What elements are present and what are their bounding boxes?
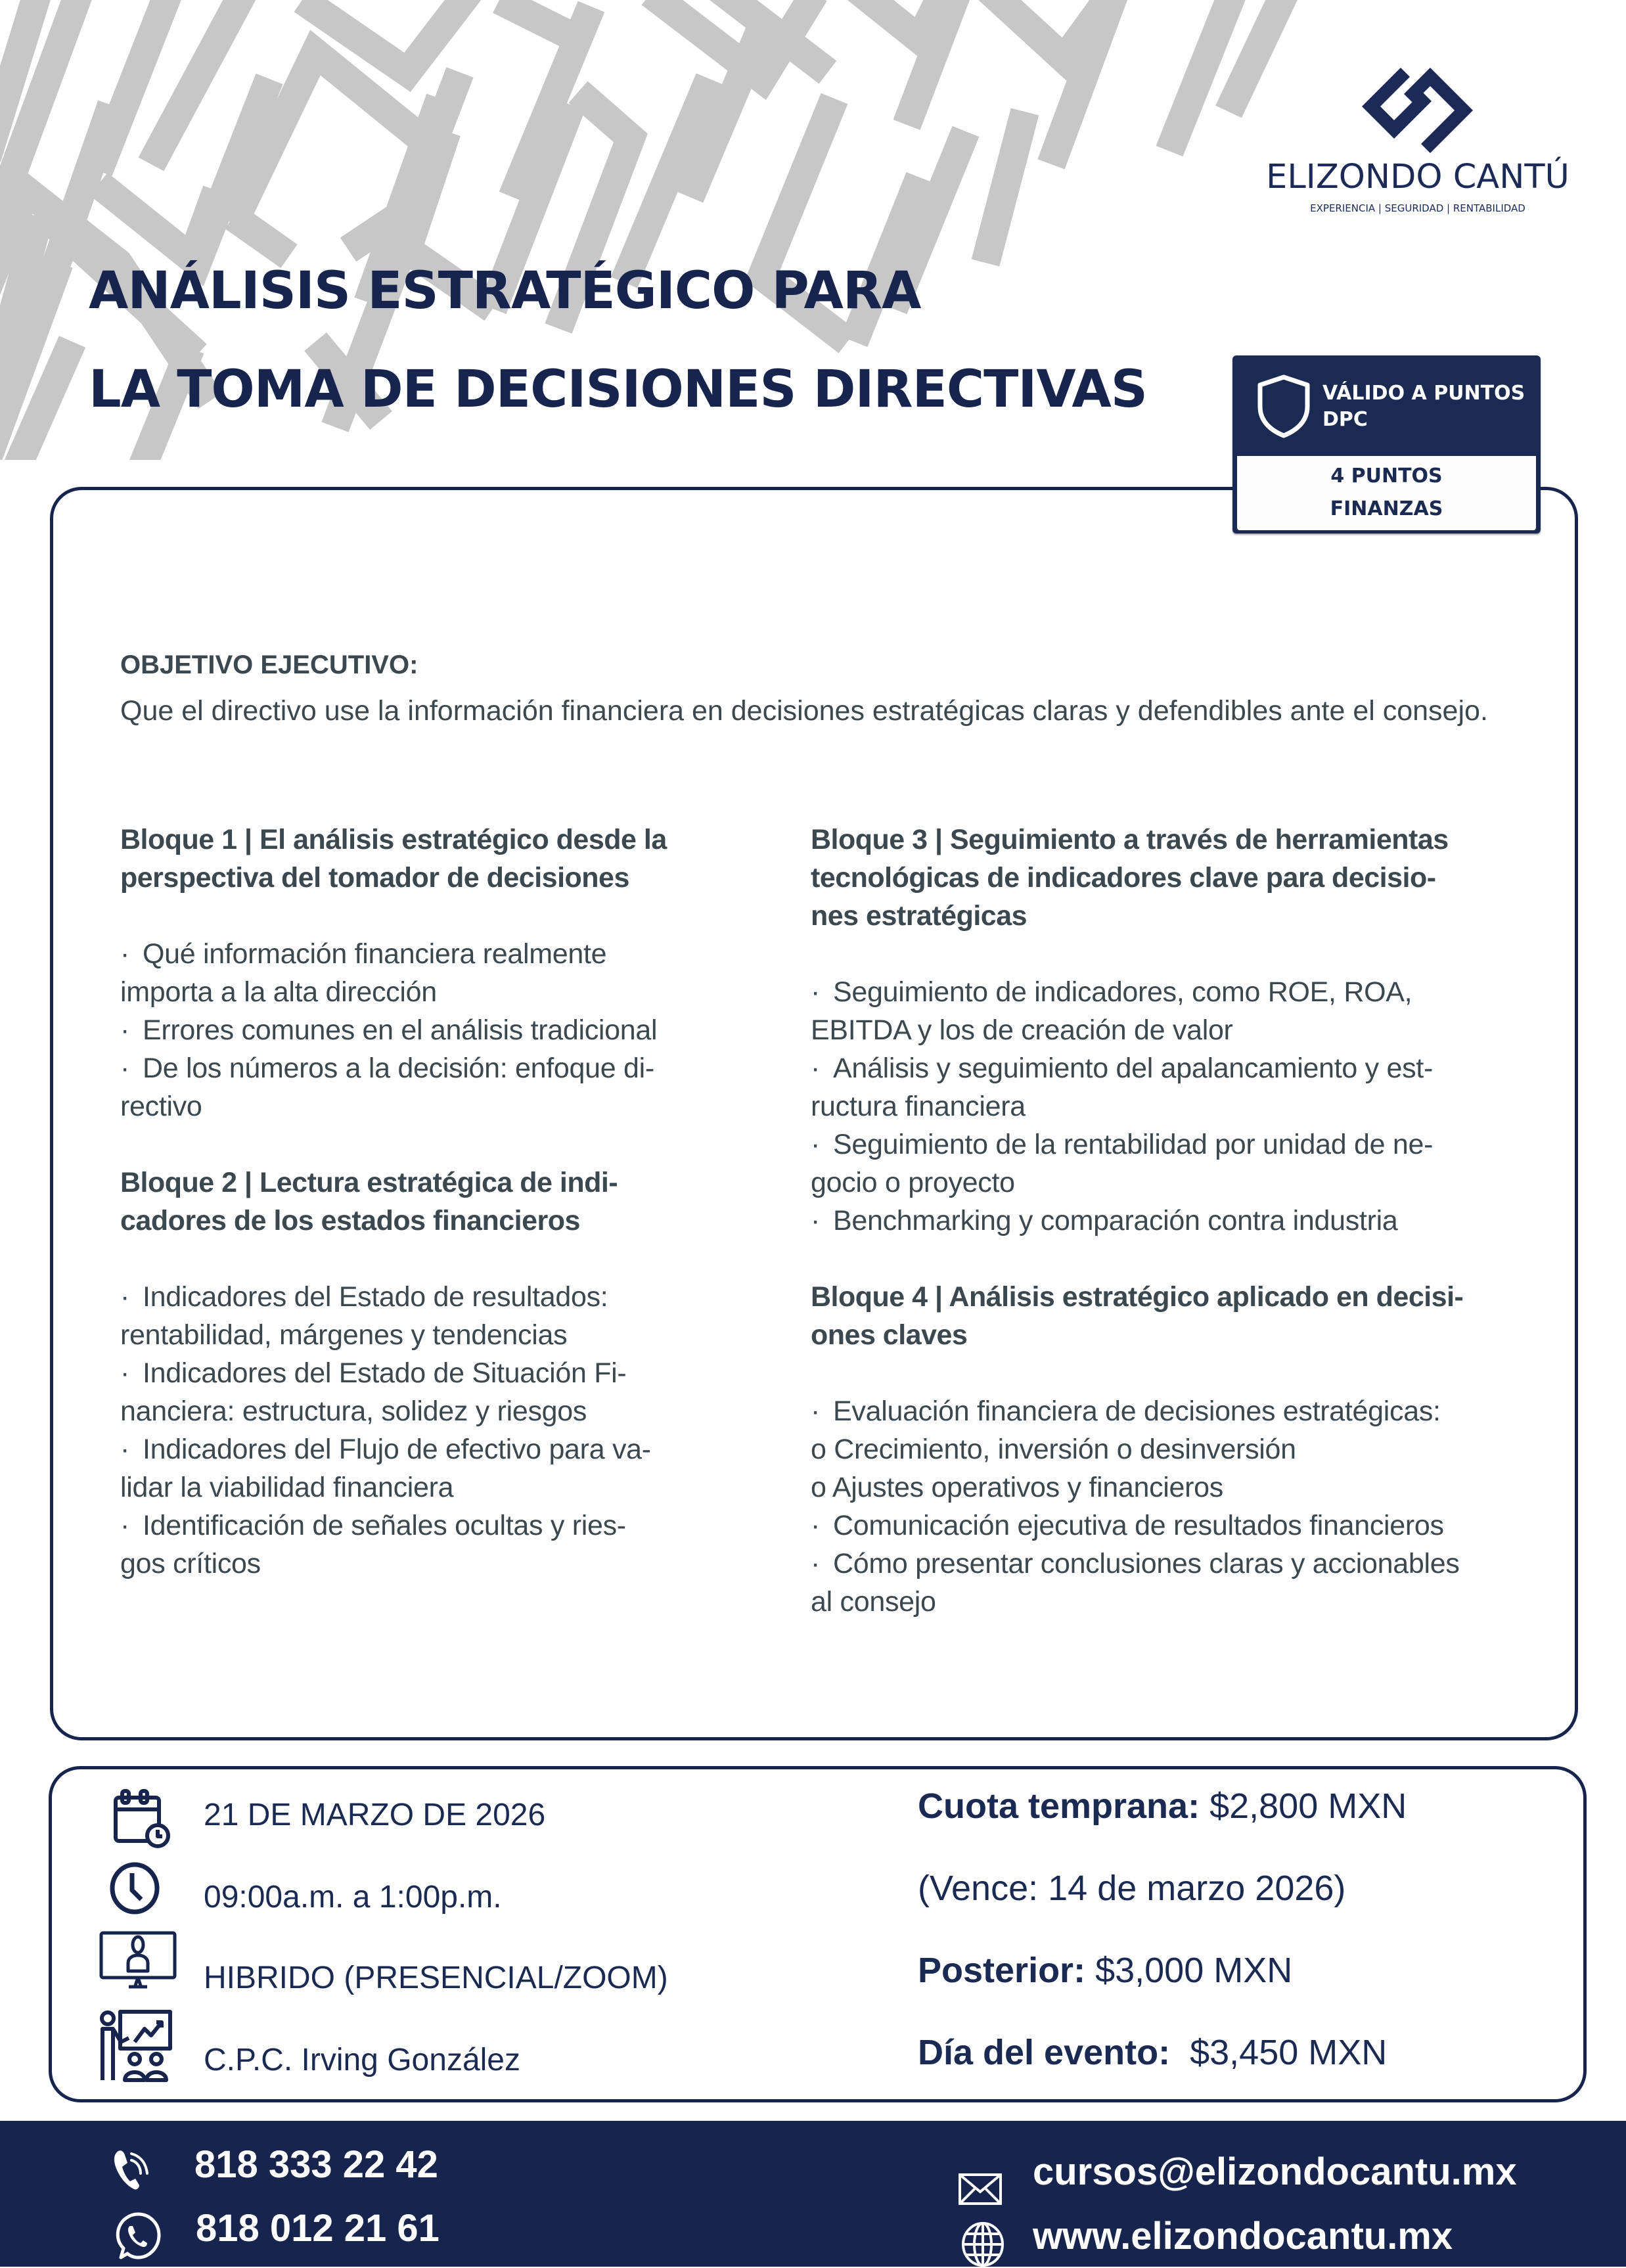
bullet: · xyxy=(120,938,130,970)
badge-points: 4 PUNTOS xyxy=(1330,465,1443,488)
contact-phone[interactable]: 818 333 22 42 xyxy=(194,2143,438,2186)
list-item-text: rectivo xyxy=(120,1091,202,1122)
price-day-value: $3,450 MXN xyxy=(1190,2033,1388,2072)
list-item-text: gocio o proyecto xyxy=(811,1167,1015,1198)
price-day xyxy=(918,2032,1387,2073)
bullet: · xyxy=(811,1205,821,1236)
monitor-person-icon xyxy=(99,1930,177,1989)
bullet: · xyxy=(811,1548,821,1579)
ec-monogram-logo-icon xyxy=(1360,66,1475,154)
list-item xyxy=(811,1202,1547,1240)
list-item-text: EBITDA y los de creación de valor xyxy=(811,1014,1233,1046)
price-early-deadline: (Vence: 14 de marzo 2026) xyxy=(918,1869,1346,1908)
block-4-heading-line: Bloque 4 | Análisis estratégico aplicado en decisi- xyxy=(811,1281,1464,1313)
brand-name: ELIZONDO CANTÚ xyxy=(1266,158,1570,196)
price-early-label: Cuota temprana: xyxy=(918,1786,1200,1826)
list-item xyxy=(120,935,784,973)
list-item xyxy=(811,1430,1547,1468)
list-item xyxy=(120,1049,784,1087)
price-early-value: $2,800 MXN xyxy=(1209,1786,1407,1826)
list-item-text: Comunicación ejecutiva de resultados financieros xyxy=(833,1510,1444,1541)
list-item xyxy=(811,1164,1547,1202)
badge-valid-label: VÁLIDO A PUNTOS DPC xyxy=(1322,382,1525,431)
list-item-text: rentabilidad, márgenes y tendencias xyxy=(120,1319,568,1351)
envelope-icon xyxy=(959,2173,1002,2205)
list-item-text: Errores comunes en el análisis tradicional xyxy=(143,1014,658,1046)
bullet: · xyxy=(811,1395,821,1427)
objective-text: Que el directivo use la información financiera en decisiones estratégicas claras y defendibles ante el consejo. xyxy=(120,695,1488,727)
phone-icon xyxy=(112,2147,152,2190)
list-item xyxy=(811,1087,1547,1125)
event-modality: HIBRIDO (PRESENCIAL/ZOOM) xyxy=(204,1961,668,1995)
list-item xyxy=(120,973,784,1011)
bullet: · xyxy=(120,1434,130,1465)
brand-tagline: EXPERIENCIA | SEGURIDAD | RENTABILIDAD xyxy=(1310,202,1525,214)
list-item-text: importa a la alta dirección xyxy=(120,976,437,1008)
list-item-text: o Crecimiento, inversión o desinversión xyxy=(811,1434,1296,1465)
price-early xyxy=(918,1786,1407,1826)
list-item-text: Benchmarking y comparación contra industria xyxy=(833,1205,1398,1236)
list-item-text: Cómo presentar conclusiones claras y accionables xyxy=(833,1548,1460,1579)
list-item xyxy=(120,1545,784,1583)
presenter-audience-icon xyxy=(99,2009,174,2083)
bullet: · xyxy=(811,1053,821,1084)
list-item-text: ructura financiera xyxy=(811,1091,1026,1122)
bullet: · xyxy=(811,1129,821,1160)
objective-heading: OBJETIVO EJECUTIVO: xyxy=(120,650,418,679)
price-day-label: Día del evento: xyxy=(918,2033,1171,2072)
list-item-text: o Ajustes operativos y financieros xyxy=(811,1472,1223,1503)
list-item xyxy=(811,1468,1547,1507)
list-item xyxy=(811,1507,1547,1545)
list-item xyxy=(120,1278,784,1316)
page-title-line-2: LA TOMA DE DECISIONES DIRECTIVAS xyxy=(89,360,1147,419)
contact-website[interactable]: www.elizondocantu.mx xyxy=(1033,2215,1453,2257)
list-item xyxy=(120,1392,784,1430)
event-date: 21 DE MARZO DE 2026 xyxy=(204,1798,546,1832)
bullet: · xyxy=(811,1510,821,1541)
list-item-text: Indicadores del Flujo de efectivo para va- xyxy=(143,1434,651,1465)
price-later-label: Posterior: xyxy=(918,1951,1086,1990)
list-item xyxy=(120,1316,784,1354)
block-1 xyxy=(120,821,784,1125)
list-item xyxy=(811,1011,1547,1049)
list-item-text: Indicadores del Estado de resultados: xyxy=(143,1281,608,1313)
price-later-value: $3,000 MXN xyxy=(1095,1951,1293,1990)
list-item xyxy=(811,1049,1547,1087)
block-3 xyxy=(811,821,1547,1240)
bullet: · xyxy=(120,1014,130,1046)
list-item xyxy=(811,1125,1547,1164)
list-item-text: Seguimiento de indicadores, como ROE, ROA, xyxy=(833,976,1412,1008)
shield-icon xyxy=(1256,374,1311,438)
block-1-heading-line: Bloque 1 | El análisis estratégico desde la xyxy=(120,824,667,855)
list-item-text: Indicadores del Estado de Situación Fi- xyxy=(143,1357,627,1389)
bullet: · xyxy=(120,1510,130,1541)
list-item-text: Qué información financiera realmente xyxy=(143,938,607,970)
list-item xyxy=(811,1583,1547,1621)
contact-email[interactable]: cursos@elizondocantu.mx xyxy=(1033,2150,1517,2193)
globe-icon xyxy=(960,2221,1005,2268)
program-column-left xyxy=(120,821,784,1583)
block-3-heading-line: tecnológicas de indicadores clave para decisio- xyxy=(811,862,1436,894)
list-item xyxy=(120,1011,784,1049)
block-2-heading-line: Bloque 2 | Lectura estratégica de indi- xyxy=(120,1167,618,1198)
bullet: · xyxy=(120,1281,130,1313)
list-item xyxy=(120,1507,784,1545)
list-item xyxy=(120,1468,784,1507)
block-2 xyxy=(120,1164,784,1583)
contact-whatsapp[interactable]: 818 012 21 61 xyxy=(196,2207,440,2250)
block-1-heading-line: perspectiva del tomador de decisiones xyxy=(120,862,629,894)
list-item xyxy=(120,1354,784,1392)
list-item xyxy=(120,1430,784,1468)
whatsapp-icon xyxy=(112,2211,163,2263)
block-2-heading-line: cadores de los estados financieros xyxy=(120,1205,580,1236)
list-item-text: lidar la viabilidad financiera xyxy=(120,1472,454,1503)
list-item-text: De los números a la decisión: enfoque di- xyxy=(143,1053,654,1084)
list-item xyxy=(811,1545,1547,1583)
list-item-text: gos críticos xyxy=(120,1548,261,1579)
bullet: · xyxy=(120,1053,130,1084)
list-item-text: al consejo xyxy=(811,1586,936,1618)
block-4 xyxy=(811,1278,1547,1621)
bullet: · xyxy=(120,1357,130,1389)
list-item xyxy=(811,973,1547,1011)
event-instructor: C.P.C. Irving González xyxy=(204,2043,520,2077)
list-item xyxy=(811,1392,1547,1430)
block-3-heading-line: nes estratégicas xyxy=(811,900,1028,932)
price-later xyxy=(918,1950,1292,1991)
event-time: 09:00a.m. a 1:00p.m. xyxy=(204,1880,502,1915)
badge-area: FINANZAS xyxy=(1330,497,1443,520)
list-item-text: Identificación de señales ocultas y ries- xyxy=(143,1510,626,1541)
program-column-right xyxy=(811,821,1547,1621)
list-item-text: nanciera: estructura, solidez y riesgos xyxy=(120,1395,587,1427)
dpc-points-badge xyxy=(1232,355,1541,533)
block-3-heading-line: Bloque 3 | Seguimiento a través de herramientas xyxy=(811,824,1449,855)
calendar-clock-icon xyxy=(112,1788,171,1849)
block-4-heading-line: ones claves xyxy=(811,1319,968,1351)
list-item xyxy=(120,1087,784,1125)
list-item-text: Seguimiento de la rentabilidad por unidad de ne- xyxy=(833,1129,1434,1160)
badge-points-panel xyxy=(1237,456,1536,530)
page-title-line-1: ANÁLISIS ESTRATÉGICO PARA xyxy=(89,261,921,321)
contact-footer xyxy=(0,2121,1626,2267)
clock-icon xyxy=(108,1861,161,1915)
list-item-text: Evaluación financiera de decisiones estratégicas: xyxy=(833,1395,1441,1427)
list-item-text: Análisis y seguimiento del apalancamiento y est- xyxy=(833,1053,1433,1084)
bullet: · xyxy=(811,976,821,1008)
